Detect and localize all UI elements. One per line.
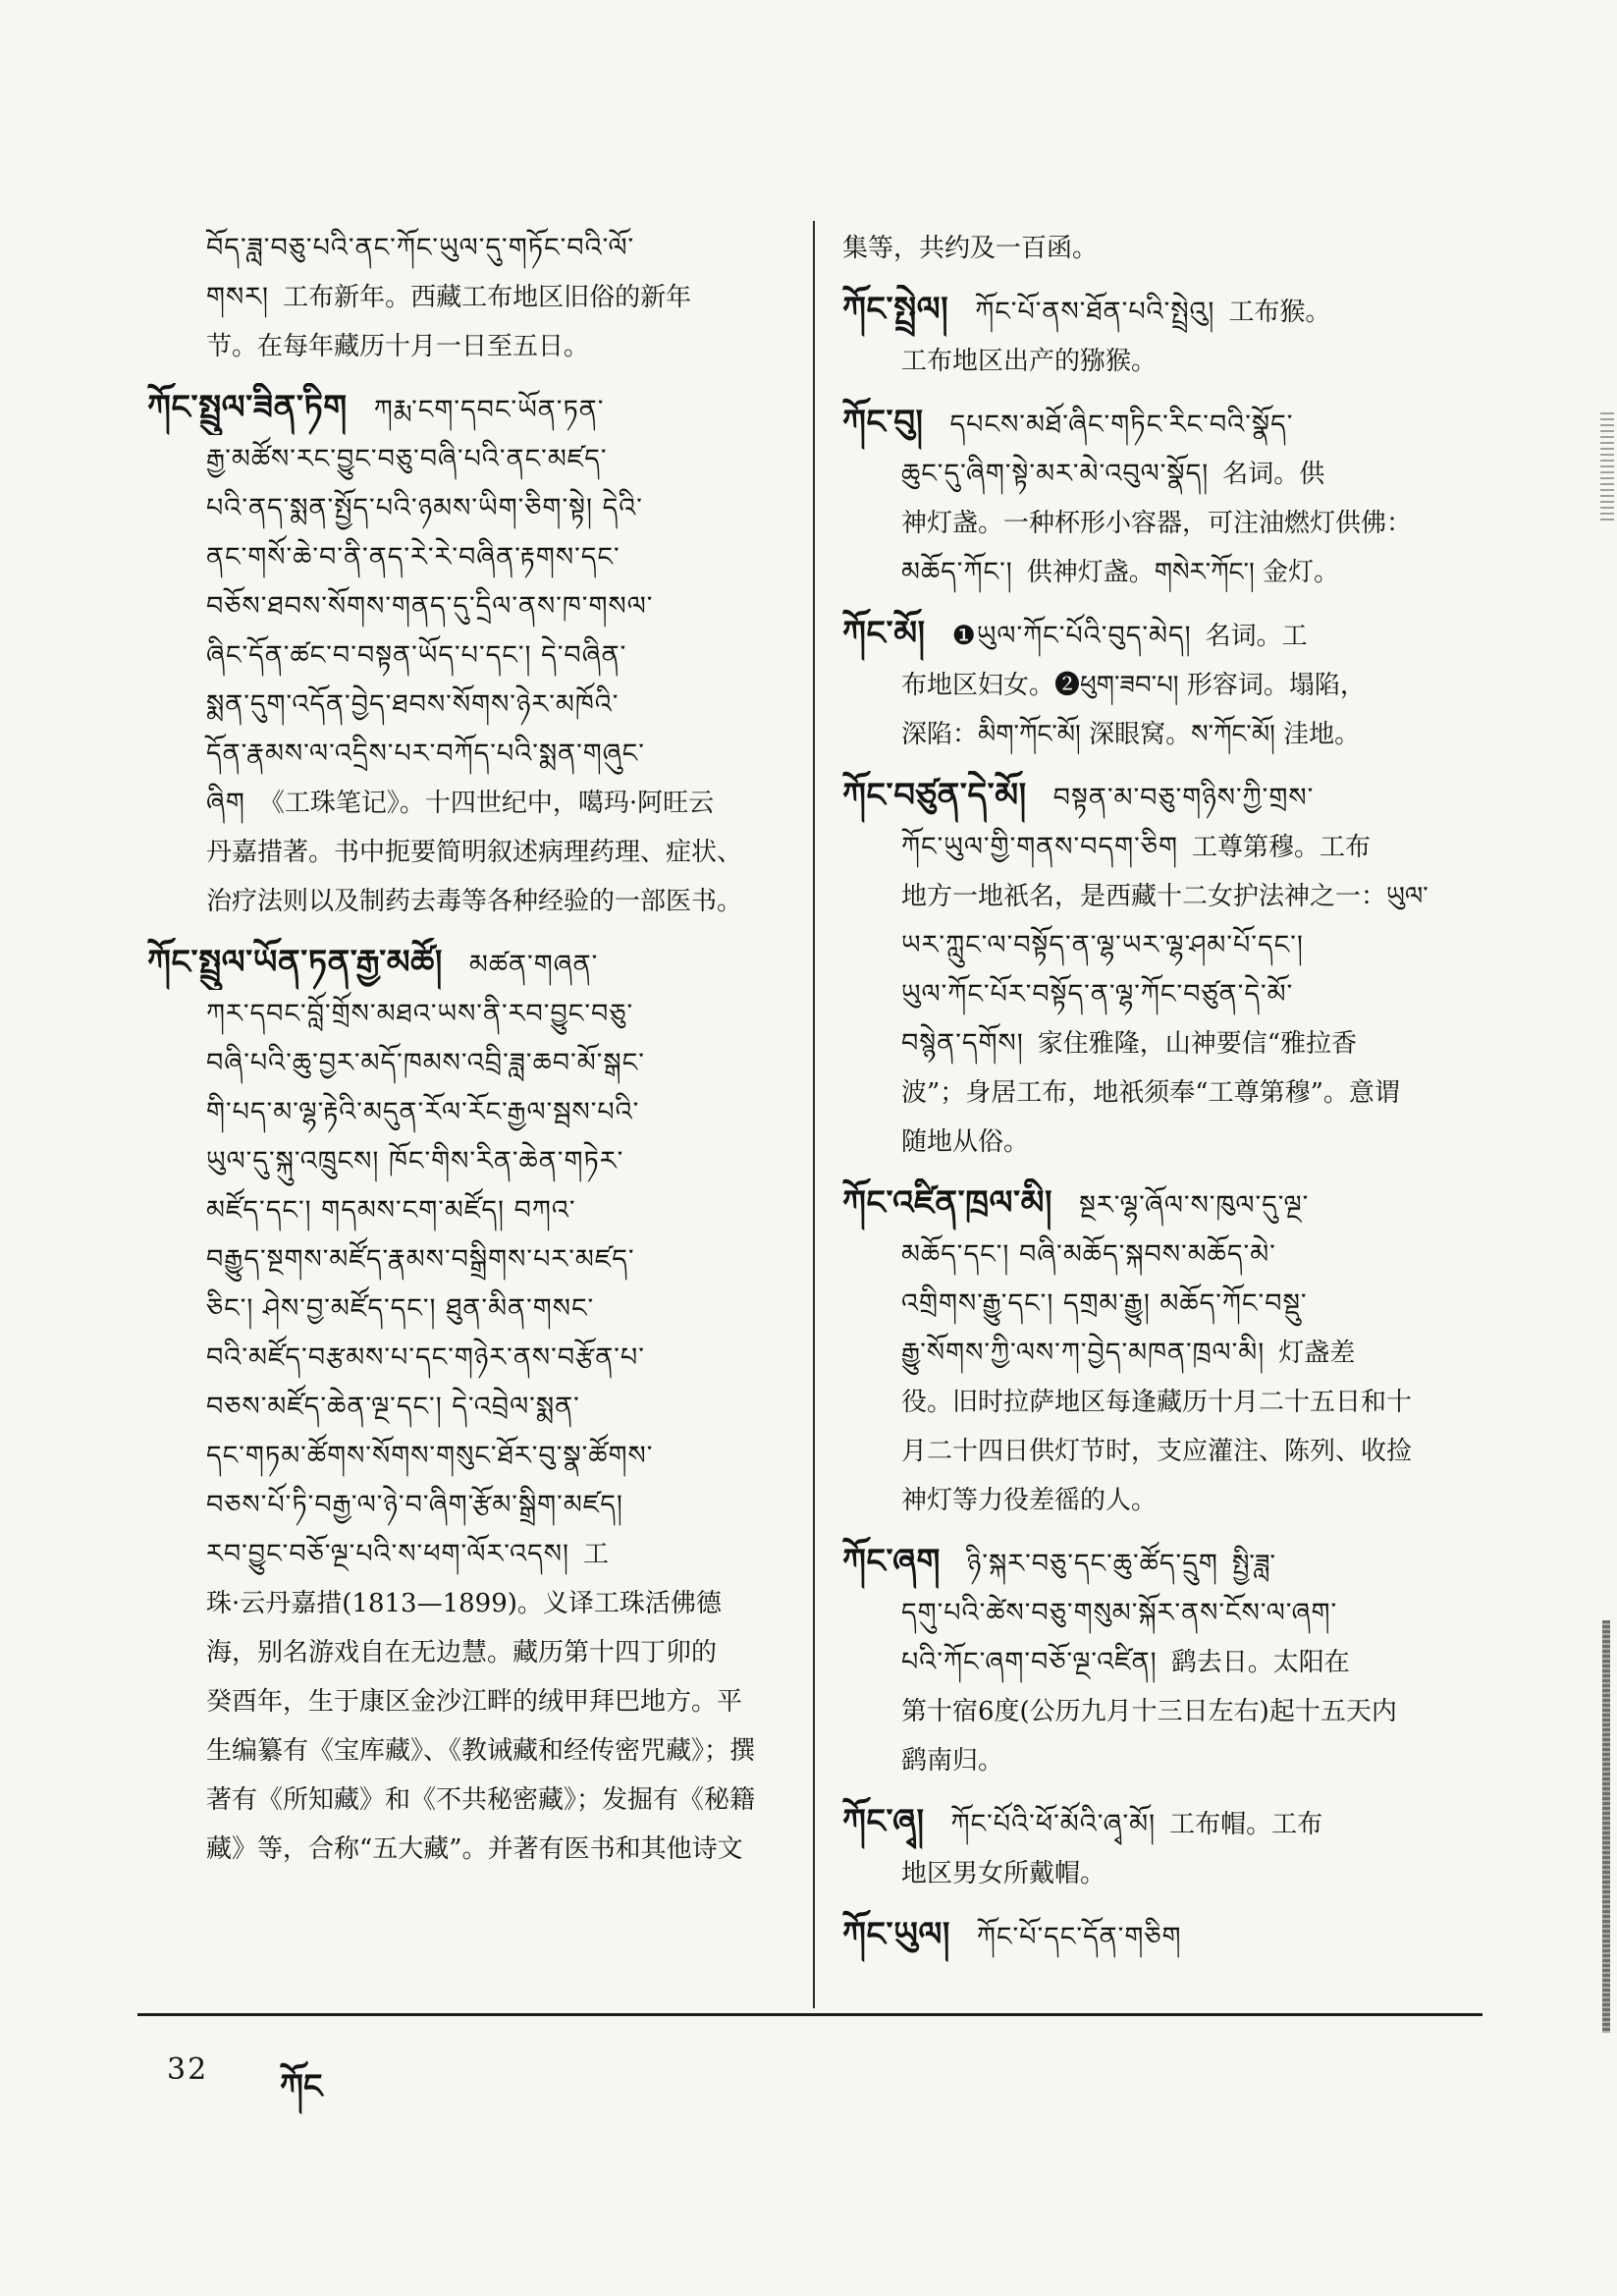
entry-line [842, 1329, 1481, 1378]
entry-line [842, 609, 1481, 661]
page-number: 32 [167, 2052, 209, 2087]
chinese-definition: 工 [583, 1540, 610, 1569]
column-divider [813, 221, 815, 2008]
tibetan-text: ཞིག [206, 788, 245, 818]
tibetan-text: གསར། [206, 282, 270, 312]
tibetan-text: ཀོང་པོ་ནས་ཐོན་པའི་སྤྲེའུ། [975, 297, 1215, 327]
entry-line [147, 1825, 776, 1874]
entry-line [147, 730, 776, 779]
tibetan-text: ❶ཡུལ་ཀོང་པོའི་བུད་མེད། [951, 621, 1192, 651]
chinese-definition: 名词。工 [1205, 622, 1308, 651]
entry-line [842, 1910, 1481, 1962]
chinese-definition: 役。旧时拉萨地区每逢藏历十月二十五日和十 [901, 1388, 1413, 1417]
tibetan-text: མཛོད་དང་། གདམས་ངག་མཛོད། བཀའ་ [206, 1195, 576, 1226]
entry-headword: ཀོང་ཞག [842, 1542, 941, 1581]
scan-margin-bar [1602, 1620, 1610, 2033]
entry-line [842, 548, 1481, 597]
dictionary-entry [842, 285, 1481, 386]
tibetan-text: རྒྱུ་སོགས་ཀྱི་ལས་ཀ་བྱེད་མཁན་ཁྲལ་མི། [901, 1338, 1266, 1368]
entry-line [842, 1118, 1481, 1167]
entry-line [842, 771, 1481, 823]
chinese-definition: 供神灯盏。གསེར་ཀོང་། 金灯。 [1026, 558, 1340, 587]
tibetan-text: བསྙེན་དགོས། [901, 1028, 1024, 1059]
chinese-definition: 工尊第穆。工布 [1191, 833, 1371, 862]
entry-headword: ཀོང་བཙུན་དེ་མོ། [842, 776, 1027, 815]
entry-line [842, 1068, 1481, 1118]
chinese-definition: 癸酉年，生于康区金沙江畔的绒甲拜巴地方。平 [206, 1687, 743, 1717]
tibetan-text: ཡུལ་ཀོང་པོར་བསྟོད་ན་ལྷ་ཀོང་བཙུན་དེ་མོ་ [901, 979, 1294, 1010]
entry-line [147, 1432, 776, 1481]
dictionary-entry [842, 771, 1481, 1167]
entry-line [842, 1378, 1481, 1427]
entry-line [147, 1677, 776, 1726]
tibetan-text: ཉི་སྐར་བཅུ་དང་ཆུ་ཚོད་དྲུག [966, 1549, 1218, 1579]
entry-line [842, 1736, 1481, 1785]
entry-line [147, 273, 776, 322]
left-column [147, 224, 776, 1886]
entry-line [147, 1481, 776, 1530]
entry-line [147, 1726, 776, 1776]
entry-headword: ཀོང་སྤྲུལ་ཡོན་ཏན་རྒྱ་མཚོ། [147, 943, 443, 982]
tibetan-text: བསྟན་མ་བཅུ་གཉིས་ཀྱི་གྲས་ [1052, 783, 1315, 813]
entry-line [842, 1687, 1481, 1736]
chinese-definition: 家住雅隆，山神要信“雅拉香 [1037, 1029, 1358, 1059]
chinese-definition: 鹞南归。 [901, 1746, 1004, 1776]
entry-line [842, 398, 1481, 450]
entry-headword: ཀོང་ཞྭ། [842, 1802, 925, 1841]
chinese-definition: 布地区妇女。❷ཕུག་ཟབ་པ། 形容词。塌陷， [901, 671, 1366, 700]
footer-rule [137, 2013, 1482, 2016]
entry-line [842, 1638, 1481, 1687]
tibetan-text: བོད་ཟླ་བཅུ་པའི་ནང་ཀོང་ཡུལ་དུ་གཏོང་བའི་ལོ་ [206, 233, 635, 263]
chinese-definition: 工布新年。西藏工布地区旧俗的新年 [283, 283, 692, 312]
chinese-definition: 灯盏差 [1278, 1339, 1356, 1368]
entry-line [147, 435, 776, 484]
entry-line [147, 1186, 776, 1235]
entry-line [147, 1530, 776, 1579]
entry-line [842, 450, 1481, 499]
chinese-definition: 节。在每年藏历十月一日至五日。 [206, 332, 590, 361]
dictionary-entry [842, 1910, 1481, 1962]
entry-line [842, 1849, 1481, 1898]
entry-line [147, 383, 776, 435]
chinese-definition: 藏》等，合称“五大藏”。并著有医书和其他诗文 [206, 1834, 743, 1864]
chinese-definition: 名词。供 [1222, 460, 1325, 489]
entry-line [147, 224, 776, 273]
entry-line [842, 337, 1481, 386]
entry-line [147, 990, 776, 1039]
entry-line [147, 1235, 776, 1285]
chinese-definition: 神灯等力役差徭的人。 [901, 1486, 1158, 1515]
tibetan-text: ཀརྨ་ངག་དབང་ཡོན་ཏན་ [373, 395, 605, 425]
chinese-definition: སྤྱི་ཟླ་ [1231, 1550, 1275, 1579]
tibetan-text: སྨན་དུག་འདོན་བྱེད་ཐབས་སོགས་ཉེར་མཁོའི་ [206, 689, 620, 720]
entry-line [842, 1178, 1481, 1230]
entry-line [842, 1019, 1481, 1068]
tibetan-text: དང་གཏམ་ཚོགས་སོགས་གསུང་ཐོར་བུ་སྣ་ཚོགས་ [206, 1441, 654, 1471]
tibetan-text: བཅས་མཛོད་ཆེན་ལྔ་དང་། དེ་འབྲེལ་སྨན་ [206, 1392, 580, 1422]
chinese-definition: 神灯盏。一种杯形小容器，可注油燃灯供佛： [901, 509, 1413, 538]
tibetan-text: པའི་ནད་སྨན་སྤྱོད་པའི་ཉམས་ཡིག་ཅིག་སྟེ། དེའི་ [206, 493, 643, 523]
entry-line [842, 1230, 1481, 1280]
entry-line [147, 1285, 776, 1334]
tibetan-text: མཆོད་ཀོང་། [901, 557, 1013, 587]
entry-line [147, 631, 776, 681]
chinese-definition: 生编纂有《宝库藏》、《教诫藏和经传密咒藏》；撰 [206, 1736, 756, 1766]
entry-line [842, 823, 1481, 872]
tibetan-text: རབ་བྱུང་བཅོ་ལྔ་པའི་ས་ཕག་ལོར་འདས། [206, 1539, 570, 1569]
entry-line [842, 661, 1481, 710]
tibetan-text: བའི་མཛོད་བརྩམས་པ་དང་གཉེར་ནས་བརྩོན་པ་ [206, 1342, 645, 1373]
chinese-definition: 随地从俗。 [901, 1127, 1030, 1157]
entry-line [147, 1579, 776, 1628]
chinese-definition: 治疗法则以及制药去毒等各种经验的一部医书。 [206, 887, 743, 916]
entry-line [842, 710, 1481, 759]
right-column [842, 224, 1481, 1974]
tibetan-text: ཀོང་པོའི་ཕོ་མོའི་ཞྭ་མོ། [950, 1809, 1157, 1839]
chinese-definition: 波”；身居工布，地祇须奉“工尊第穆”。意谓 [901, 1078, 1400, 1108]
entry-headword: ཀོང་བུ། [842, 403, 924, 442]
entry-line [842, 1797, 1481, 1849]
entry-line [147, 1776, 776, 1825]
chinese-definition: 工布帽。工布 [1169, 1810, 1323, 1839]
tibetan-text: ཞིང་དོན་ཚང་བ་བསྟན་ཡོད་པ་དང་། དེ་བཞིན་ [206, 640, 627, 671]
dictionary-entry [842, 224, 1481, 273]
tibetan-text: བཅོས་ཐབས་སོགས་གནད་དུ་དྲིལ་ནས་ཁ་གསལ་ [206, 591, 654, 622]
chinese-definition: 丹嘉措著。书中扼要简明叙述病理药理、症状、 [206, 838, 743, 867]
dictionary-entry [842, 1537, 1481, 1785]
entry-line [147, 779, 776, 828]
entry-line [842, 970, 1481, 1019]
entry-headword: ཀོང་ཡུལ། [842, 1915, 950, 1954]
tibetan-text: བརྒྱུད་སྔགས་མཛོད་རྣམས་བསྒྲིགས་པར་མཛད་ [206, 1244, 635, 1275]
entry-line [147, 322, 776, 371]
entry-headword: ཀོང་མོ། [842, 614, 926, 653]
dictionary-entry [147, 224, 776, 371]
dictionary-entry [842, 609, 1481, 759]
entry-line [147, 1383, 776, 1432]
running-head: ཀོང [280, 2067, 323, 2106]
tibetan-text: དོན་རྣམས་ལ་འདྲིས་པར་བཀོད་པའི་སྨན་གཞུང་ [206, 738, 645, 769]
entry-headword: ཀོང་སྤྲེལ། [842, 290, 949, 329]
tibetan-text: ཀར་དབང་བློ་གྲོས་མཐའ་ཡས་ནི་རབ་བྱུང་བཅུ་ [206, 999, 634, 1029]
dictionary-entry [147, 383, 776, 926]
tibetan-text: ཆུང་དུ་ཞིག་སྟེ་མར་མེ་འབུལ་སྣོད། [901, 459, 1210, 489]
chinese-definition: 第十宿6度(公历九月十三日左右)起十五天内 [901, 1697, 1397, 1726]
entry-line [147, 1334, 776, 1383]
entry-line [842, 1427, 1481, 1476]
tibetan-text: ཅིང་། ཤེས་བྱ་མཛོད་དང་། ཐུན་མིན་གསང་ [206, 1293, 595, 1324]
tibetan-text: བཅས་པོ་ཏི་བརྒྱ་ལ་ཉེ་བ་ཞིག་རྩོམ་སྒྲིག་མཛད། [206, 1490, 623, 1520]
entry-headword: ཀོང་སྤྲུལ་ཟིན་ཏིག [147, 388, 348, 427]
entry-line [147, 877, 776, 926]
chinese-definition: 珠·云丹嘉措(1813—1899)。义译工珠活佛德 [206, 1589, 722, 1618]
entry-line [842, 1537, 1481, 1589]
tibetan-text: འགྲིགས་རྒྱུ་དང་། དགྲམ་རྒྱུ། མཆོད་ཀོང་བསྡུ་ [901, 1288, 1308, 1319]
tibetan-text: ཡར་ཀླུང་ལ་བསྟོད་ན་ལྷ་ཡར་ལྷ་ཤམ་པོ་དང་། [901, 930, 1304, 960]
tibetan-text: སྔར་ལྷ་ཞོལ་ས་ཁུལ་དུ་ལྔ་ [1079, 1190, 1310, 1221]
dictionary-entry [842, 1178, 1481, 1525]
entry-line [147, 1628, 776, 1677]
entry-line [147, 1088, 776, 1137]
tibetan-text: ནང་གསོ་ཆེ་བ་ནི་ནད་རེ་རེ་བཞིན་རྟགས་དང་ [206, 542, 620, 573]
dictionary-entry [842, 398, 1481, 597]
chinese-definition: 海，别名游戏自在无边慧。藏历第十四丁卯的 [206, 1638, 718, 1667]
entry-line [842, 1280, 1481, 1329]
tibetan-text: ཡུལ་དུ་སྐུ་འཁྲུངས། ཁོང་གིས་རིན་ཆེན་གཏེར་ [206, 1146, 624, 1176]
tibetan-text: ཀོང་ཡུལ་གྱི་གནས་བདག་ཅིག [901, 832, 1178, 862]
chinese-definition: 地方一地祇名，是西藏十二女护法神之一：ཡུལ་ [901, 882, 1428, 911]
entry-line [147, 533, 776, 582]
tibetan-text: པའི་ཀོང་ཞག་བཅོ་ལྔ་འཛིན། [901, 1647, 1158, 1677]
entry-line [842, 224, 1481, 273]
chinese-definition: 工布地区出产的猕猴。 [901, 347, 1158, 376]
tibetan-text: རྒྱ་མཚོས་རང་བྱུང་བཅུ་བཞི་པའི་ནང་མཛད་ [206, 444, 608, 474]
entry-line [842, 1589, 1481, 1638]
dictionary-entry [147, 938, 776, 1874]
entry-line [842, 285, 1481, 337]
entry-line [842, 499, 1481, 548]
chinese-definition: 月二十四日供灯节时，支应灌注、陈列、收捡 [901, 1437, 1413, 1466]
tibetan-text: མཆོད་དང་། བཞི་མཆོད་སྐབས་མཆོད་མེ་ [901, 1239, 1276, 1270]
entry-line [147, 582, 776, 631]
chinese-definition: 深陷：མིག་ཀོང་མོ། 深眼窝。ས་ཀོང་མོ། 洼地。 [901, 720, 1361, 749]
entry-line [147, 1039, 776, 1088]
entry-line [842, 921, 1481, 970]
tibetan-text: དགུ་པའི་ཚེས་བཅུ་གསུམ་སྐོར་ནས་ངོས་ལ་ཞག་ [901, 1598, 1338, 1628]
dictionary-entry [842, 1797, 1481, 1898]
chinese-definition: 地区男女所戴帽。 [901, 1859, 1106, 1888]
tibetan-text: མཚན་གཞན་ [468, 950, 599, 980]
chinese-definition: 著有《所知藏》和《不共秘密藏》；发掘有《秘籍 [206, 1785, 756, 1815]
chinese-definition: 集等，共约及一百函。 [842, 234, 1099, 263]
tibetan-text: བཞི་པའི་ཆུ་བྱར་མདོ་ཁམས་འབྲི་ཟླ་ཆབ་མོ་སྒང་ [206, 1048, 645, 1078]
tibetan-text: དཔངས་མཐོ་ཞིང་གཏིང་རིང་བའི་སྣོད་ [949, 410, 1294, 440]
entry-line [147, 484, 776, 533]
entry-headword: ཀོང་འཛིན་ཁྲལ་མི། [842, 1183, 1053, 1223]
tibetan-text: ཀོང་པོ་དང་དོན་གཅིག [976, 1922, 1182, 1952]
tibetan-text: གི་པད་མ་ལྷ་རྟེའི་མདུན་རོལ་རོང་རྒྱལ་སྦས་པའི་ [206, 1097, 640, 1127]
entry-line [147, 681, 776, 730]
entry-line [147, 828, 776, 877]
entry-line [147, 938, 776, 990]
entry-line [842, 1476, 1481, 1525]
entry-line [842, 872, 1481, 921]
scan-margin-marks [1600, 412, 1614, 520]
chinese-definition: 《工珠笔记》。十四世纪中，噶玛·阿旺云 [258, 789, 715, 818]
chinese-definition: 工布猴。 [1228, 298, 1331, 327]
entry-line [147, 1137, 776, 1186]
chinese-definition: 鹞去日。太阳在 [1170, 1648, 1350, 1677]
